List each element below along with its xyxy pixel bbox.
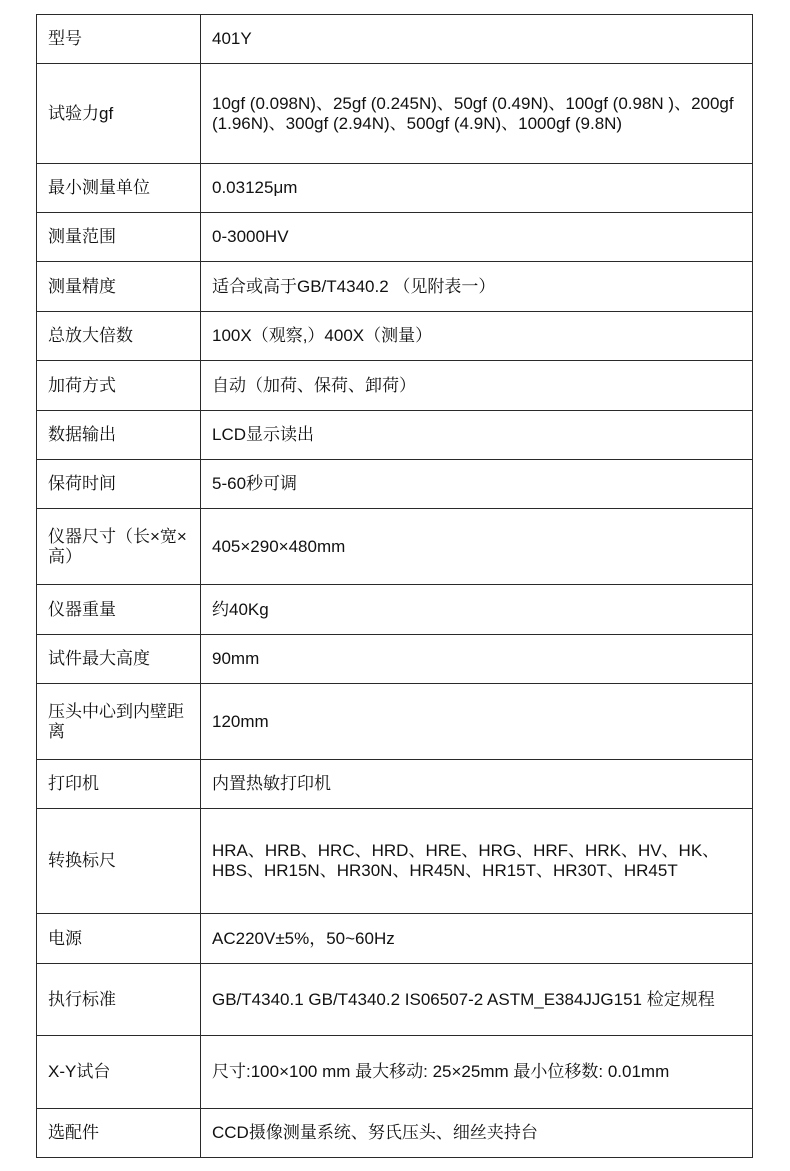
- spec-label: 压头中心到内壁距离: [37, 684, 201, 760]
- table-row: [37, 312, 753, 361]
- spec-value: 0.03125μm: [201, 164, 753, 213]
- spec-value: 120mm: [201, 684, 753, 760]
- spec-label: 最小测量单位: [37, 164, 201, 213]
- table-row: [37, 15, 753, 64]
- spec-value: 405×290×480mm: [201, 509, 753, 585]
- table-row: [37, 760, 753, 809]
- spec-label: 试验力gf: [37, 64, 201, 164]
- table-row: [37, 1036, 753, 1109]
- spec-value: GB/T4340.1 GB/T4340.2 IS06507-2 ASTM_E384JJG151 检定规程: [201, 964, 753, 1036]
- spec-label: 仪器重量: [37, 585, 201, 635]
- spec-value: 100X（观察,）400X（测量）: [201, 312, 753, 361]
- table-row: [37, 460, 753, 509]
- spec-label: 测量精度: [37, 262, 201, 312]
- spec-value: 约40Kg: [201, 585, 753, 635]
- spec-value: 5-60秒可调: [201, 460, 753, 509]
- spec-value: LCD显示读出: [201, 411, 753, 460]
- table-row: [37, 1109, 753, 1158]
- table-row: [37, 585, 753, 635]
- spec-label: 总放大倍数: [37, 312, 201, 361]
- spec-value: 0-3000HV: [201, 213, 753, 262]
- spec-label: 试件最大高度: [37, 635, 201, 684]
- table-row: [37, 361, 753, 411]
- spec-label: 转换标尺: [37, 809, 201, 914]
- spec-value: 10gf (0.098N)、25gf (0.245N)、50gf (0.49N)、100gf (0.98N )、200gf (1.96N)、300gf (2.94N)、500gf (4.9N)、1000gf (9.8N): [201, 64, 753, 164]
- table-row: [37, 411, 753, 460]
- table-row: [37, 213, 753, 262]
- spec-label: 数据输出: [37, 411, 201, 460]
- spec-label: 保荷时间: [37, 460, 201, 509]
- spec-value: 90mm: [201, 635, 753, 684]
- table-row: [37, 684, 753, 760]
- spec-value: AC220V±5%，50~60Hz: [201, 914, 753, 964]
- spec-value: CCD摄像测量系统、努氏压头、细丝夹持台: [201, 1109, 753, 1158]
- table-row: [37, 164, 753, 213]
- spec-label: 加荷方式: [37, 361, 201, 411]
- spec-label: X-Y试台: [37, 1036, 201, 1109]
- spec-value: HRA、HRB、HRC、HRD、HRE、HRG、HRF、HRK、HV、HK、HBS、HR15N、HR30N、HR45N、HR15T、HR30T、HR45T: [201, 809, 753, 914]
- spec-label: 测量范围: [37, 213, 201, 262]
- table-row: [37, 809, 753, 914]
- spec-value: 401Y: [201, 15, 753, 64]
- spec-label: 型号: [37, 15, 201, 64]
- table-row: [37, 635, 753, 684]
- spec-value: 内置热敏打印机: [201, 760, 753, 809]
- table-row: [37, 509, 753, 585]
- table-row: [37, 262, 753, 312]
- spec-value: 尺寸:100×100 mm 最大移动: 25×25mm 最小位移数: 0.01mm: [201, 1036, 753, 1109]
- spec-label: 电源: [37, 914, 201, 964]
- spec-label: 打印机: [37, 760, 201, 809]
- spec-label: 选配件: [37, 1109, 201, 1158]
- table-row: [37, 964, 753, 1036]
- spec-value: 适合或高于GB/T4340.2 （见附表一）: [201, 262, 753, 312]
- spec-label: 仪器尺寸（长×宽×高）: [37, 509, 201, 585]
- spec-value: 自动（加荷、保荷、卸荷）: [201, 361, 753, 411]
- specification-table: [36, 14, 753, 1158]
- spec-label: 执行标准: [37, 964, 201, 1036]
- table-row: [37, 64, 753, 164]
- table-row: [37, 914, 753, 964]
